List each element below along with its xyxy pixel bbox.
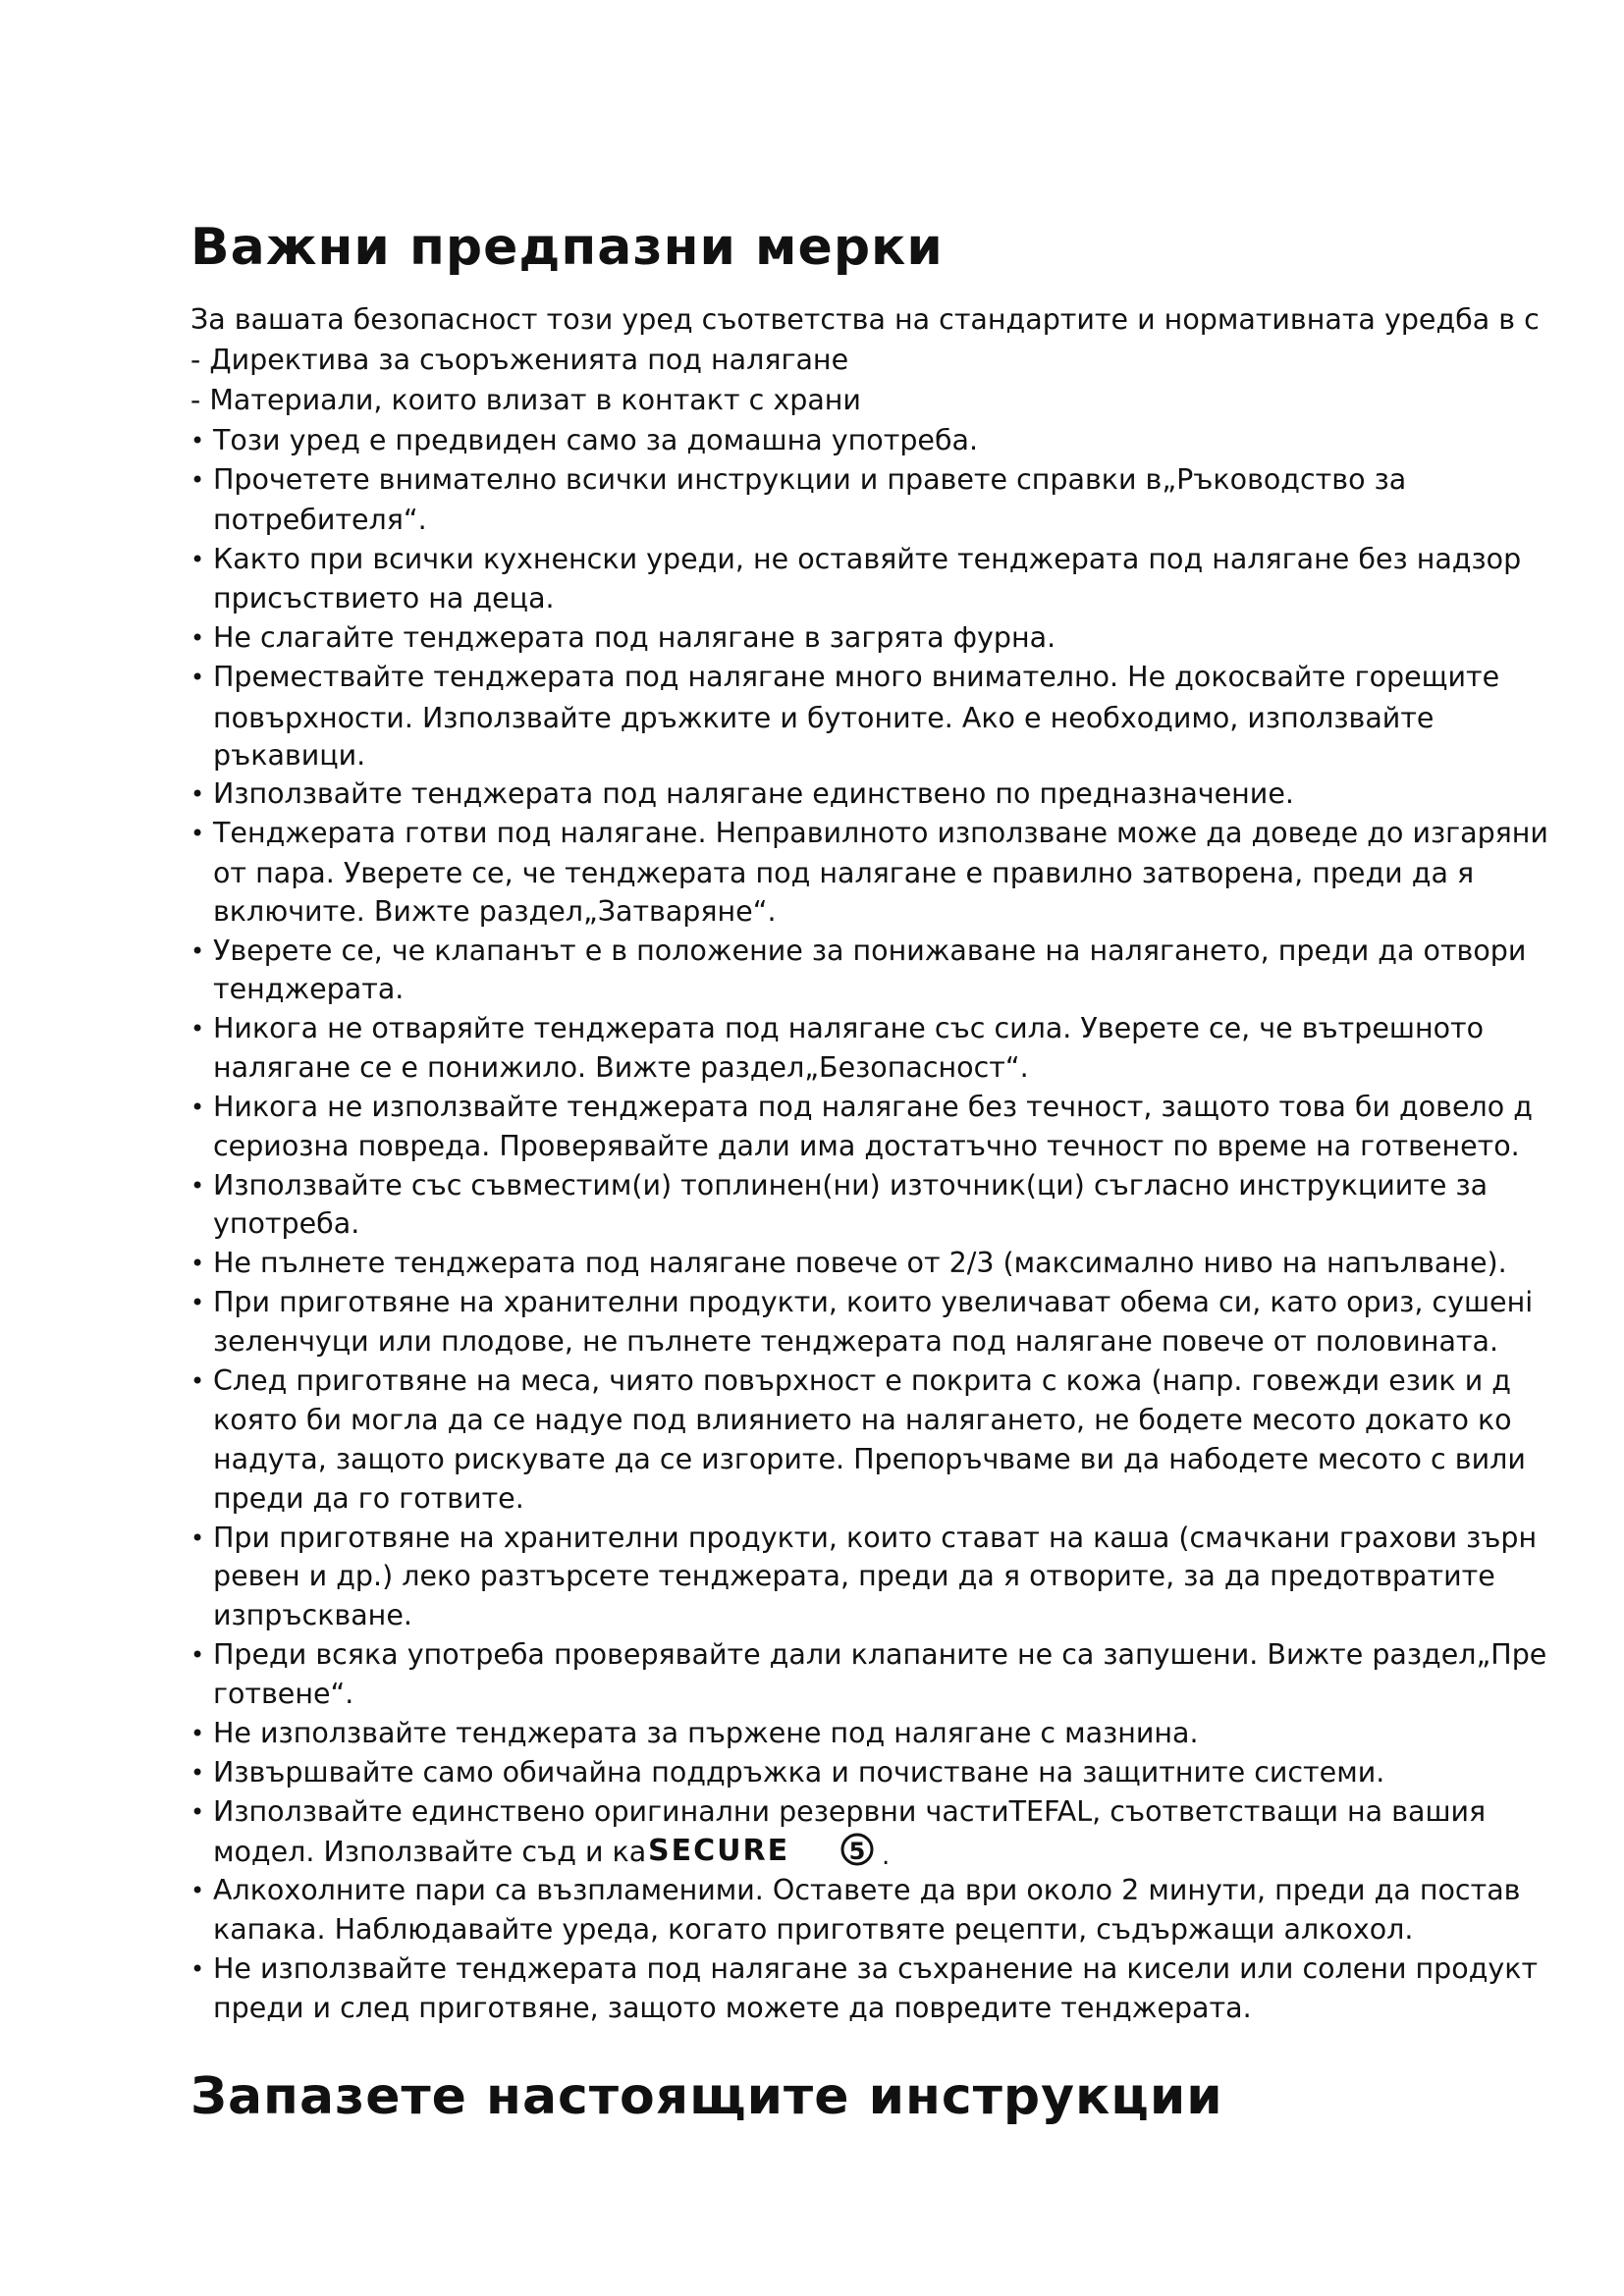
- rule-item: [190, 1362, 1575, 1401]
- bullet-icon: •: [190, 1172, 205, 1200]
- rule-text-continued: потребителя“.: [213, 504, 427, 536]
- rule-text-continued: капака. Наблюдавайте уреда, когато приготвяте рецепти, съдържащи алкохол.: [213, 1913, 1414, 1946]
- directive-item: - Директива за съоръженията под налягане: [190, 344, 849, 376]
- rule-item: [190, 1009, 1575, 1048]
- rule-text: След приготвяне на меса, чиято повърхност е покрита с кожа (напр. говежди език и д: [213, 1364, 1511, 1397]
- rule-text: Преди всяка употреба проверявайте дали клапаните не са запушени. Вижте раздел„Пре: [213, 1638, 1547, 1671]
- bullet-icon: •: [190, 427, 205, 454]
- rule-text: При приготвяне на хранителни продукти, които увеличават обема си, като ориз, сушені: [213, 1286, 1534, 1318]
- rule-item: [190, 1166, 1575, 1205]
- rule-text-continued: преди да го готвите.: [213, 1482, 524, 1515]
- rule-text-continued: готвене“.: [213, 1678, 354, 1710]
- rule-text-continued: употреба.: [213, 1207, 360, 1240]
- bullet-icon: •: [190, 664, 205, 691]
- logo-period: .: [882, 1842, 891, 1867]
- rule-item: [190, 1519, 1575, 1558]
- rule-text-continued: присъствието на деца.: [213, 582, 555, 614]
- rule-item: [190, 1792, 1575, 1832]
- rule-text-continued: преди и след приготвяне, защото можете да повредите тенджерата.: [213, 1992, 1252, 2024]
- rule-text: При приготвяне на хранителни продукти, които стават на каша (смачкани грахови зърн: [213, 1522, 1538, 1554]
- bullet-icon: •: [190, 1720, 205, 1747]
- bullet-icon: •: [190, 624, 205, 652]
- rule-text: Никога не използвайте тенджерата под налягане без течност, защото това би довело д: [213, 1091, 1533, 1123]
- rule-text: Не използвайте тенджерата под налягане за съхранение на кисели или солени продукт: [213, 1952, 1539, 1985]
- rule-text: Уверете се, че клапанът е в положение за понижаване на налягането, преди да отвори: [213, 934, 1527, 967]
- rule-text-continued: която би могла да се надуе под влиянието на налягането, не бодете месото докато ко: [213, 1404, 1512, 1436]
- bullet-icon: •: [190, 1367, 205, 1395]
- bullet-icon: •: [190, 1094, 205, 1121]
- logo-wordmark: SECURE: [648, 1834, 790, 1867]
- rule-text-continued: включите. Вижте раздел„Затваряне“.: [213, 895, 777, 928]
- bullet-icon: •: [190, 1250, 205, 1277]
- bullet-icon: •: [190, 1015, 205, 1042]
- bullet-icon: •: [190, 937, 205, 965]
- page-title: Важни предпазни мерки: [190, 218, 944, 277]
- rule-text: Премествайте тенджерата под налягане много внимателно. Не докосвайте горещите: [213, 661, 1500, 693]
- rule-text-continued: сериозна повреда. Проверявайте дали има достатъчно течност по време на готвенето.: [213, 1130, 1520, 1162]
- rule-text: Алкохолните пари са възпламеними. Оставете да ври около 2 минути, преди да постав: [213, 1874, 1521, 1906]
- rule-item: [190, 1753, 1575, 1792]
- rule-item: [190, 932, 1575, 971]
- rule-text-continued: повърхности. Използвайте дръжките и бутоните. Ако е необходимо, използвайте: [213, 702, 1435, 734]
- bullet-icon: •: [190, 1524, 205, 1552]
- rule-item: [190, 1088, 1575, 1127]
- bullet-icon: •: [190, 1759, 205, 1787]
- bullet-icon: •: [190, 466, 205, 494]
- directive-item: - Материали, които влизат в контакт с храни: [190, 384, 861, 416]
- bullet-icon: •: [190, 546, 205, 573]
- rule-item: [190, 658, 1575, 697]
- rule-item: [190, 618, 1575, 658]
- rule-text: Този уред е предвиден само за домашна употреба.: [213, 424, 979, 456]
- rule-text: Не слагайте тенджерата под налягане в загрята фурна.: [213, 621, 1056, 654]
- rule-item: [190, 1949, 1575, 1989]
- rule-text-continued: ръкавици.: [213, 739, 366, 772]
- rule-text-continued: зеленчуци или плодове, не пълнете тенджерата под налягане повече от половината.: [213, 1325, 1499, 1358]
- secure-5-logo-graphic: [648, 1832, 893, 1867]
- rule-text: модел. Използвайте съд и ка: [213, 1836, 647, 1868]
- rule-text-continued: налягане се е понижило. Вижте раздел„Безопасност“.: [213, 1051, 1029, 1084]
- bullet-icon: •: [190, 1798, 205, 1826]
- rule-item: [190, 1871, 1575, 1910]
- rule-item: [190, 1635, 1575, 1675]
- intro-text: За вашата безопасност този уред съответства на стандартите и нормативната уредба в с: [190, 303, 1540, 336]
- secure-5-logo: [648, 1832, 893, 1867]
- rule-text: Използвайте със съвместим(и) топлинен(ни) източник(ци) съгласно инструкциите за: [213, 1169, 1489, 1201]
- logo-number: 5: [848, 1838, 866, 1865]
- rule-item: [190, 1283, 1575, 1322]
- rule-text: Прочетете внимателно всички инструкции и правете справки в„Ръководство за: [213, 463, 1407, 496]
- bullet-icon: •: [190, 1955, 205, 1983]
- rule-item: [190, 1244, 1575, 1283]
- rule-text: Не използвайте тенджерата за пържене под налягане с мазнина.: [213, 1717, 1199, 1749]
- rule-item: [190, 421, 1575, 460]
- rule-text-continued: тенджерата.: [213, 973, 405, 1005]
- rule-item: [190, 774, 1575, 814]
- bullet-icon: •: [190, 1641, 205, 1669]
- rule-item: [190, 540, 1575, 579]
- rule-text: Извършвайте само обичайна поддръжка и почистване на защитните системи.: [213, 1756, 1385, 1789]
- rule-text: Използвайте тенджерата под налягане единствено по предназначение.: [213, 777, 1294, 810]
- rule-item: [190, 460, 1575, 500]
- bullet-icon: •: [190, 820, 205, 847]
- rule-text: Както при всички кухненски уреди, не оставяйте тенджерата под налягане без надзор: [213, 543, 1522, 575]
- rule-text: Никога не отваряйте тенджерата под налягане със сила. Уверете се, че вътрешното: [213, 1012, 1485, 1044]
- rule-item: [190, 814, 1575, 853]
- rule-item: [190, 1714, 1575, 1753]
- rule-text: Тенджерата готви под налягане. Неправилното използване може да доведе до изгаряни: [213, 817, 1548, 849]
- bullet-icon: •: [190, 1877, 205, 1904]
- rule-text-continued: изпръскване.: [213, 1599, 412, 1631]
- bullet-icon: •: [190, 1289, 205, 1316]
- rule-text-continued: [213, 1832, 1575, 1872]
- bullet-icon: •: [190, 780, 205, 808]
- rule-text: Използвайте единствено оригинални резервни частиTEFAL, съответстващи на вашия: [213, 1795, 1487, 1828]
- rule-text-continued: от пара. Уверете се, че тенджерата под налягане е правилно затворена, преди да я: [213, 857, 1475, 889]
- rule-text-continued: надута, защото рискувате да се изгорите. Препоръчваме ви да набодете месото с вили: [213, 1443, 1526, 1475]
- rule-text: Не пълнете тенджерата под налягане повече от 2/3 (максимално ниво на напълване).: [213, 1247, 1507, 1279]
- closing-title: Запазете настоящите инструкции: [190, 2067, 1223, 2126]
- rule-text-continued: ревен и др.) леко разтърсете тенджерата, преди да я отворите, за да предотвратите: [213, 1560, 1495, 1592]
